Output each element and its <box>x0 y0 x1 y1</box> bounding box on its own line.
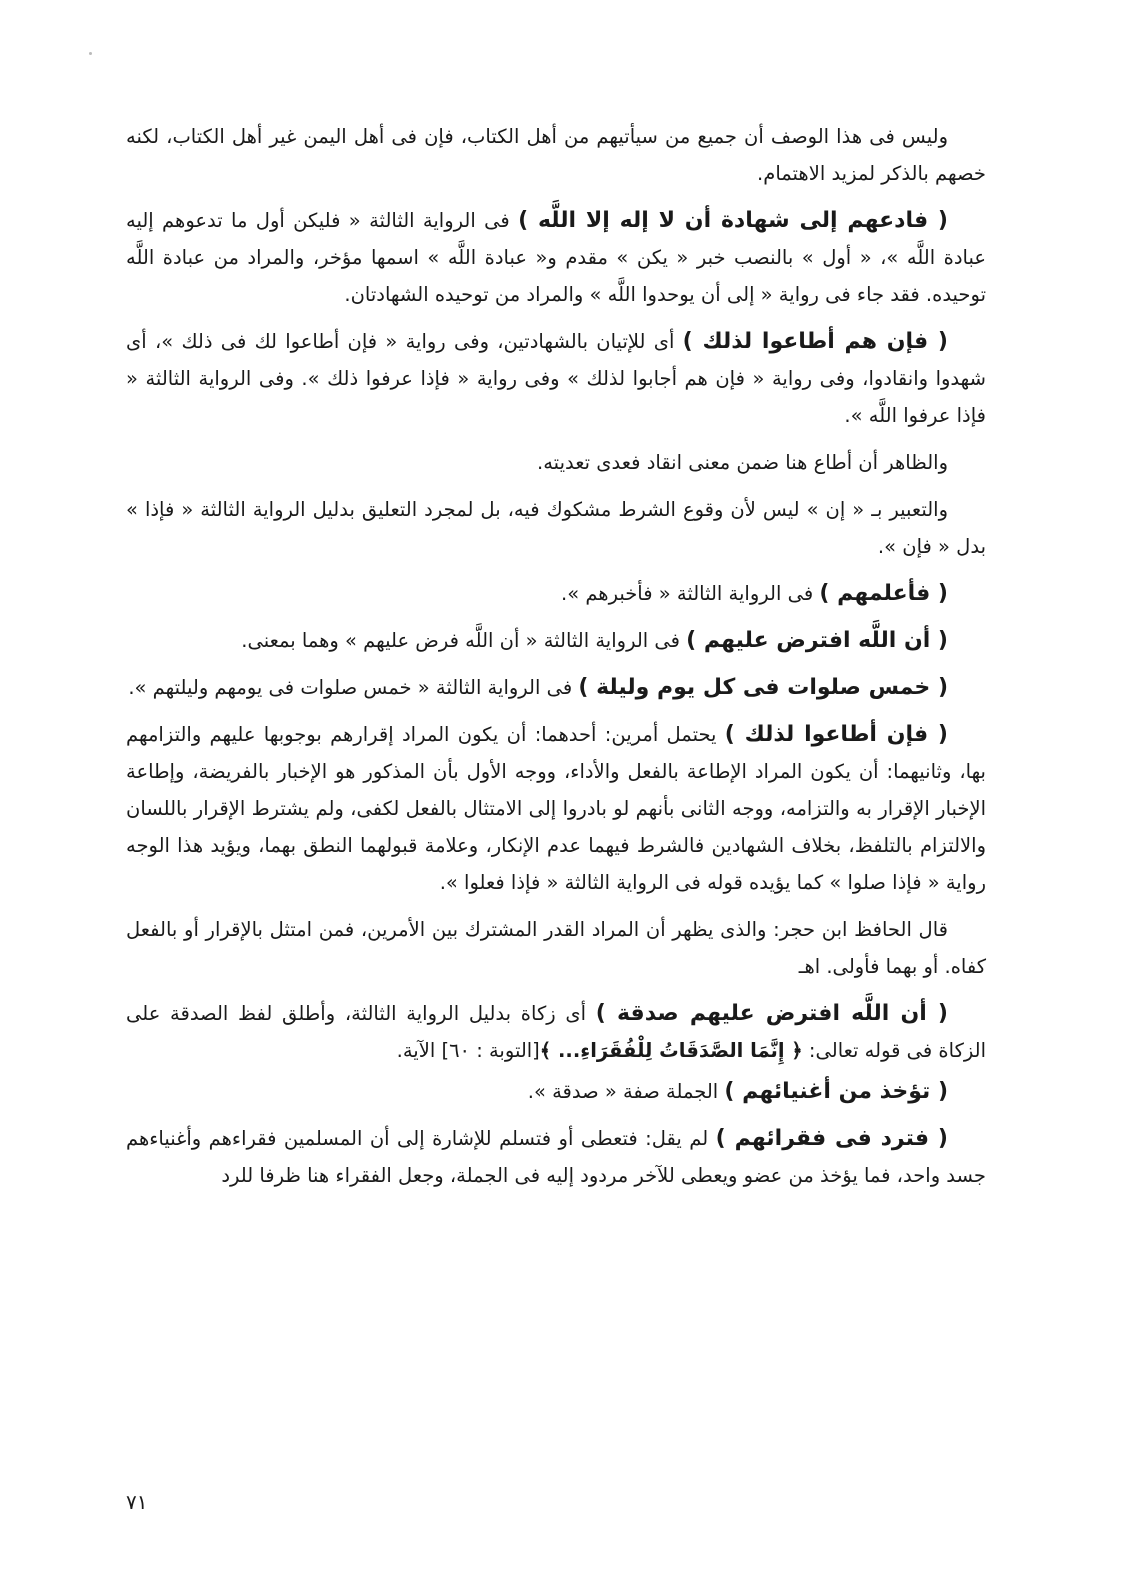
paragraph-13 <box>126 1120 986 1194</box>
paragraph-text: وليس فى هذا الوصف أن جميع من سيأتيهم من أهل الكتاب، فإن فى أهل اليمن غير أهل الكتاب، لكنه خصهم بالذكر لمزيد الاهتمام. <box>126 125 986 185</box>
hadith-phrase: ( خمس صلوات فى كل يوم وليلة ) <box>578 675 948 700</box>
paragraph-4 <box>126 444 986 481</box>
hadith-phrase: ( فأعلمهم ) <box>819 581 948 606</box>
paragraph-text: فى الرواية الثالثة « خمس صلوات فى يومهم وليلتهم ». <box>128 676 579 699</box>
paragraph-text: يحتمل أمرين: أحدهما: أن يكون المراد إقرارهم بوجوبها عليهم والتزامهم بها، وثانيهما: أن يكون المراد الإطاعة بالفعل والأداء، ووجه الأول بأن المذكور هو الإخبار بالفريضة، وإطاعة الإخبار الإقرار به والتزامه، ووجه الثانى بأنهم لو بادروا إلى الامتثال بالفعل لكفى، ولم يشترط الإقرار باللسان والالتزام بالتلفظ، بخلاف الشهادين فالشرط فيهما عدم الإنكار، وعلامة قبولهما النطق بهما، ويؤيد هذا الوجه رواية « فإذا صلوا » كما يؤيده قوله فى الرواية الثالثة « فإذا فعلوا ». <box>126 723 986 894</box>
paragraph-3 <box>126 323 986 434</box>
paragraph-text: لم يقل: فتعطى أو فتسلم للإشارة إلى أن المسلمين فقراءهم وأغنياءهم جسد واحد، فما يؤخذ من عضو ويعطى للآخر مردود إليه فى الجملة، وجعل الفقراء هنا ظرفا للرد <box>126 1127 986 1187</box>
paragraph-7 <box>126 622 986 659</box>
paragraph-text: فى الرواية الثالثة « فأخبرهم ». <box>561 582 820 605</box>
document-body <box>126 118 986 1194</box>
paragraph-text: والظاهر أن أطاع هنا ضمن معنى انقاد فعدى تعديته. <box>537 451 948 474</box>
paragraph-text: الجملة صفة « صدقة ». <box>527 1080 725 1103</box>
quran-verse: ﴿ إِنَّمَا الصَّدَقَاتُ لِلْفُقَرَاءِ... ﴾ <box>539 1039 803 1062</box>
scan-speck <box>89 52 92 55</box>
hadith-phrase: ( فادعهم إلى شهادة أن لا إله إلا اللَّه ) <box>518 208 948 233</box>
paragraph-text: أى زكاة بدليل الرواية الثالثة، وأطلق لفظ الصدقة على الزكاة فى قوله تعالى: <box>126 1002 986 1062</box>
hadith-phrase: ( فترد فى فقرائهم ) <box>715 1126 948 1151</box>
verse-reference: [التوبة : ٦٠] الآية. <box>396 1039 540 1062</box>
paragraph-text: قال الحافظ ابن حجر: والذى يظهر أن المراد القدر المشترك بين الأمرين، فمن امتثل بالإقرار أو بالفعل كفاه. أو بهما فأولى. اهـ <box>126 918 986 978</box>
paragraph-11 <box>126 995 986 1069</box>
paragraph-5 <box>126 491 986 565</box>
paragraph-text: أى للإتيان بالشهادتين، وفى رواية « فإن أطاعوا لك فى ذلك »، أى شهدوا وانقادوا، وفى رواية « فإن هم أجابوا لذلك » وفى رواية « فإذا عرفوا ذلك ». وفى الرواية الثالثة « فإذا عرفوا اللَّه ». <box>126 330 986 427</box>
paragraph-2 <box>126 202 986 313</box>
paragraph-text: فى الرواية الثالثة « أن اللَّه فرض عليهم » وهما بمعنى. <box>241 629 687 652</box>
paragraph-8 <box>126 669 986 706</box>
paragraph-12 <box>126 1073 986 1110</box>
paragraph-text: والتعبير بـ « إن » ليس لأن وقوع الشرط مشكوك فيه، بل لمجرد التعليق بدليل الرواية الثالثة « فإذا » بدل « فإن ». <box>126 498 986 558</box>
hadith-phrase: ( أن اللَّه افترض عليهم ) <box>686 628 948 653</box>
hadith-phrase: ( فإن هم أطاعوا لذلك ) <box>682 329 948 354</box>
page-number: ٧١ <box>126 1490 148 1514</box>
paragraph-6 <box>126 575 986 612</box>
paragraph-10 <box>126 911 986 985</box>
paragraph-text: فى الرواية الثالثة « فليكن أول ما تدعوهم إليه عبادة اللَّه »، « أول » بالنصب خبر « يكن » مقدم و« عبادة اللَّه » اسمها مؤخر، والمراد من عبادة اللَّه توحيده. فقد جاء فى رواية « إلى أن يوحدوا اللَّه » والمراد من توحيده الشهادتان. <box>126 209 986 306</box>
hadith-phrase: ( فإن أطاعوا لذلك ) <box>724 722 948 747</box>
paragraph-9 <box>126 716 986 901</box>
hadith-phrase: ( تؤخذ من أغنيائهم ) <box>724 1079 948 1104</box>
paragraph-1 <box>126 118 986 192</box>
hadith-phrase: ( أن اللَّه افترض عليهم صدقة ) <box>595 1001 948 1026</box>
